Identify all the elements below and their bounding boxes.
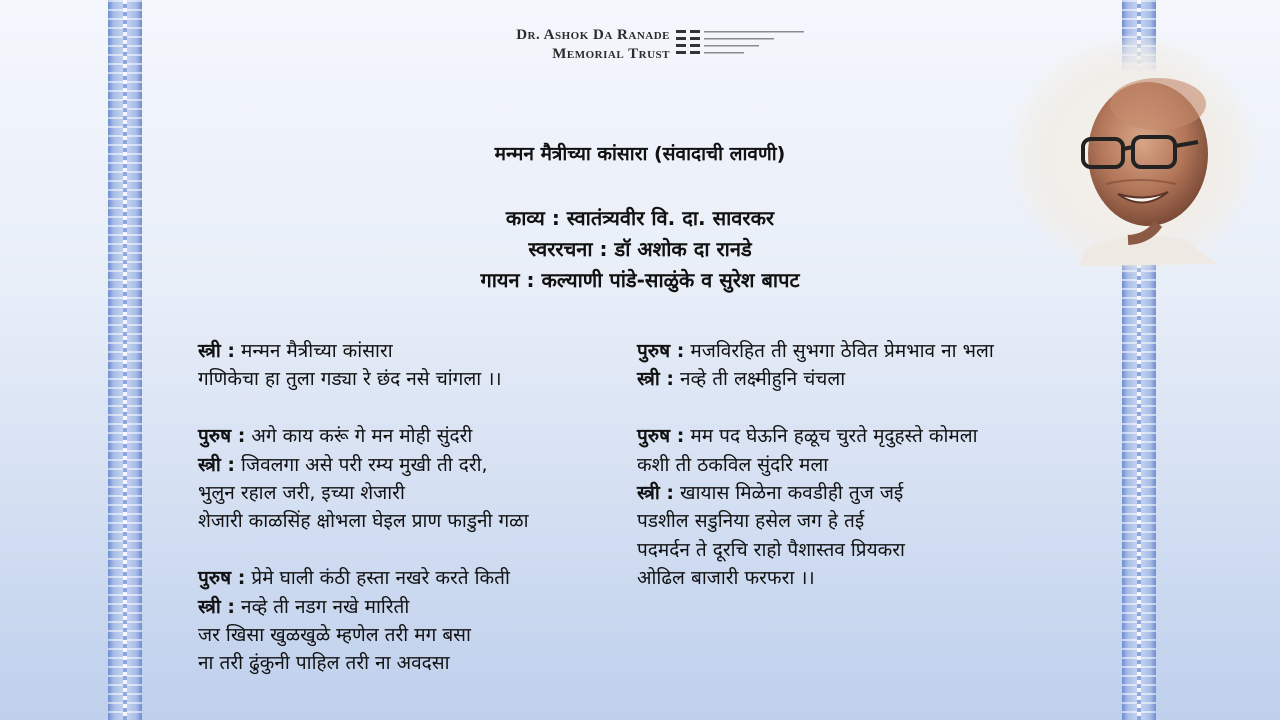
trust-logo <box>470 26 810 66</box>
credit-singers: गायन : कल्याणी पांडे-साळुंके व सुरेश बापट <box>480 268 800 292</box>
lyric-text: जर खिसा खुळखुळे म्हणेल तरी मग बसा <box>198 623 471 646</box>
speaker-label: स्त्री : <box>198 453 236 476</box>
speaker-label: पुरुष : <box>198 425 246 448</box>
lyric-line <box>637 507 1077 535</box>
lyric-text: मन्मन मैत्रीच्या कांसारा <box>235 340 393 362</box>
lyric-text: पडशील सडुनिया हसेल जग हे तई <box>637 510 865 533</box>
speaker-label: स्त्री : <box>198 595 236 618</box>
speaker-label: पुरुष : <box>637 340 685 362</box>
logo-line-2: Memorial Trust <box>552 46 670 62</box>
lyric-text: ना तरी ढुंकुनी पाहिल तरी ना अवदसा <box>198 652 450 675</box>
decorative-border-left <box>108 0 142 720</box>
lyric-line <box>198 564 618 592</box>
lyric-line <box>198 365 618 393</box>
lyric-text: कशी ती ठकविल सुंदरि मला <box>637 453 829 476</box>
song-title: मन्मन मैत्रीच्या कांसारा (संवादाची लावणी) <box>494 143 786 165</box>
lyric-line <box>637 564 1077 592</box>
speaker-label: स्त्री : <box>637 481 675 504</box>
lyric-line <box>637 422 1077 450</box>
lyric-line <box>637 479 1077 507</box>
speaker-label: स्त्री : <box>637 368 675 391</box>
lyric-text: प्रेमे घाली कंठी हस्ता नखरे करते किती <box>245 567 510 590</box>
lyric-text: पदमर्दन ते दूरचि राहो पैशास्तव प्रियकरा <box>637 538 905 561</box>
lyric-text: नव्हे ती लक्ष्मीहुनि चंचला <box>674 368 846 391</box>
lyric-text: मम पद घेऊनि हळूच चुरते मृदुहस्ते कोमला <box>684 425 978 448</box>
lyric-text: नव्हे ती नडग नखे मारिती <box>235 595 410 618</box>
lyric-text: अगे काय करूं गे मन मोही सुंदरी <box>245 425 473 448</box>
lyric-line <box>198 649 618 677</box>
lyric-line <box>198 507 618 535</box>
lyric-text: मजविरहित ती सुभगा ठेवित प्रेमभाव ना भला <box>684 340 994 362</box>
lyric-line <box>198 479 618 507</box>
speaker-label: पुरुष : <box>637 425 685 448</box>
lyric-line <box>198 422 618 450</box>
logo-line-1: Dr. Ashok Da Ranade <box>516 27 670 43</box>
lyric-line <box>637 337 1077 365</box>
logo-bars-icon <box>676 28 806 62</box>
logo-text <box>516 26 670 64</box>
speaker-label: पुरुष : <box>198 567 246 590</box>
speaker-label: स्त्री : <box>198 340 236 362</box>
credit-poet: काव्य : स्वातंत्र्यवीर वि. दा. सावरकर <box>505 206 775 230</box>
stanza-gap <box>637 394 1077 422</box>
lyric-text: ओढिल बाजारी फरफरा ।। <box>637 567 815 590</box>
lyric-line <box>198 451 618 479</box>
lyric-text: जिवलगा असे परी रम्य मुखी ती दरी, <box>235 453 488 476</box>
lyric-line <box>198 621 618 649</box>
stanza-gap <box>198 394 618 422</box>
lyric-text: भुलुन रहाल जरी, इच्या शेजारी <box>198 481 405 504</box>
lyric-text: शेजारी काळसिंह क्षोभला घेइल प्राण फाडुनी गळा <box>198 510 529 533</box>
credit-composer: स्वररचना : डॉ अशोक दा रानडे <box>528 237 752 261</box>
lyric-line <box>198 593 618 621</box>
lyric-text: गणिकेचा हा तुला गड्या रे छंद नसे चांगला ।। <box>198 368 502 391</box>
lyric-text: खायास मिळेना कवडीही तुज जई <box>674 481 904 504</box>
lyric-line <box>637 451 1077 479</box>
lyrics-column-right <box>637 337 1077 593</box>
lyrics-column-left <box>198 337 618 678</box>
stanza-gap <box>198 536 618 564</box>
lyric-line <box>637 536 1077 564</box>
lyric-line <box>637 365 1077 393</box>
lyric-line <box>198 337 618 365</box>
